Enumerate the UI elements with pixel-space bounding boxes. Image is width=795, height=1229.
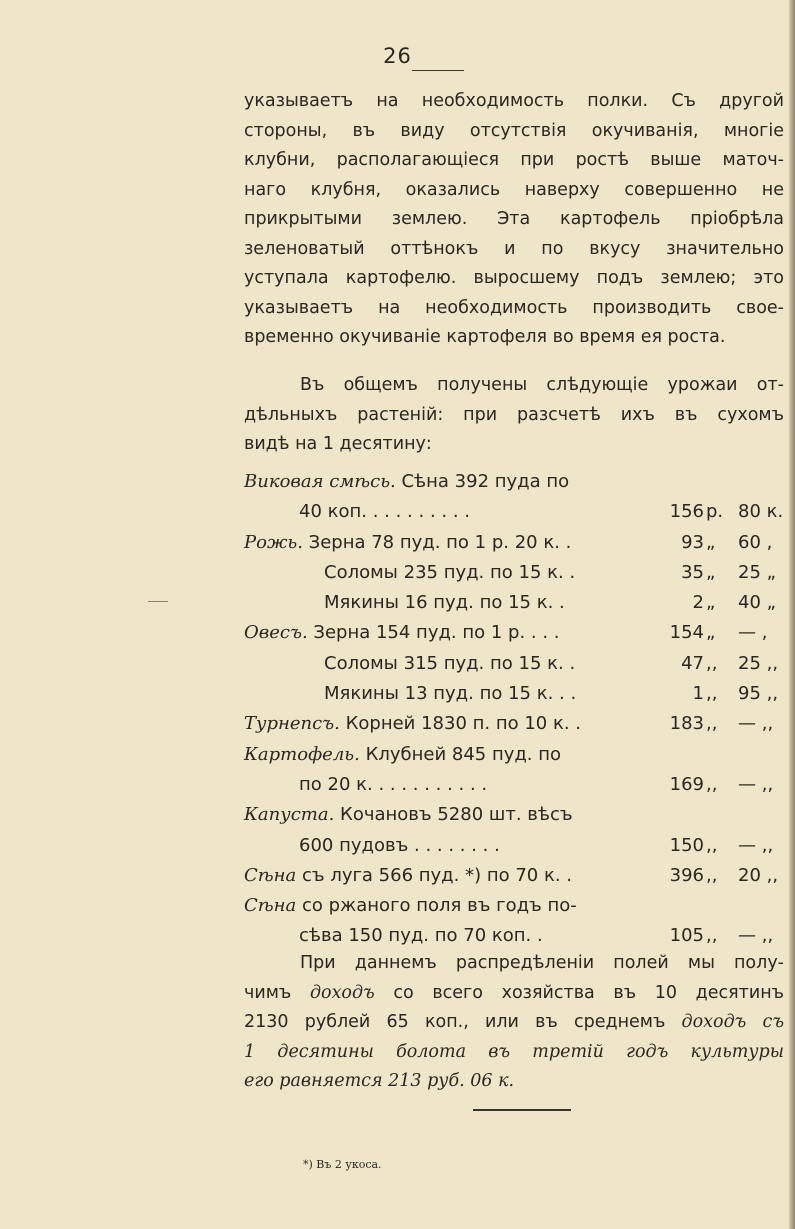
ledger-amount-rub: 47 bbox=[681, 652, 704, 674]
paragraph-1-line: клубни, располагающіеся при ростѣ выше маточ- bbox=[244, 150, 784, 170]
ledger-description bbox=[244, 618, 560, 648]
ledger-crop: Сѣна bbox=[244, 895, 297, 917]
ledger-amount-cur: ,, bbox=[706, 713, 718, 735]
ledger-item-text: Мякины 16 пуд. по 15 к. . bbox=[324, 592, 565, 614]
paragraph-2-line: дѣльныхъ растеній: при разсчетѣ ихъ въ сухомъ bbox=[244, 404, 784, 425]
ledger-amount-kop: — ,, bbox=[738, 925, 774, 947]
paragraph-3-line bbox=[244, 979, 784, 1009]
closing-rule bbox=[473, 1109, 571, 1111]
ledger-row bbox=[244, 891, 789, 921]
paragraph-1 bbox=[244, 87, 784, 353]
ledger-item-text: сѣва 150 пуд. по 70 коп. . bbox=[299, 925, 543, 947]
paragraph-3 bbox=[244, 949, 784, 1097]
paragraph-2-line: Въ общемъ получены слѣдующіе урожаи от- bbox=[300, 375, 784, 395]
ledger-item-text: Соломы 235 пуд. по 15 к. . bbox=[324, 561, 576, 583]
ledger-amount-kop: 40 „ bbox=[738, 592, 776, 614]
ledger-amount-cur: ,, bbox=[706, 864, 718, 886]
ledger-amount-cur: ,, bbox=[706, 652, 718, 674]
ledger-item-text: съ луга 566 пуд. *) по 70 к. . bbox=[301, 864, 572, 886]
ledger-item-text: Мякины 13 пуд. по 15 к. . . bbox=[324, 683, 577, 705]
ledger-crop: Турнепсъ. bbox=[244, 713, 340, 735]
ledger-amount-kop: 25 „ bbox=[738, 561, 776, 583]
ledger-row bbox=[244, 618, 789, 648]
page-edge bbox=[789, 0, 795, 1229]
ledger-item-text: по 20 к. . . . . . . . . . . bbox=[299, 773, 488, 795]
ledger-amount-rub: 154 bbox=[669, 622, 704, 644]
ledger-amount-rub: 1 bbox=[692, 683, 704, 705]
paragraph-1-line: временно окучиваніе картофеля во время ея роста. bbox=[244, 327, 726, 347]
paragraph-3-line bbox=[244, 949, 784, 979]
ledger-crop: Виковая смѣсь. bbox=[244, 471, 396, 492]
ledger-row bbox=[244, 861, 789, 891]
ledger-row bbox=[244, 679, 789, 709]
ledger-description bbox=[244, 740, 561, 770]
ledger-row bbox=[244, 467, 789, 497]
ledger-description bbox=[299, 921, 543, 951]
paragraph-1-line: прикрытыми землею. Эта картофель пріобрѣла bbox=[244, 209, 784, 229]
ledger-amount-cur: ,, bbox=[706, 925, 718, 947]
ledger-row bbox=[244, 528, 789, 558]
paragraph-1-line: зеленоватый оттѣнокъ и по вкусу значительно bbox=[244, 238, 784, 259]
ledger-crop: Капуста. bbox=[244, 804, 335, 826]
ledger-amount-kop: 95 ,, bbox=[738, 683, 779, 705]
ledger-item-text: 40 коп. . . . . . . . . . bbox=[299, 501, 470, 523]
ledger-row bbox=[244, 709, 789, 739]
ledger-description bbox=[324, 679, 576, 709]
ledger-item-text: Клубней 845 пуд. по bbox=[365, 743, 562, 765]
ledger-amount-cur: ,, bbox=[706, 683, 718, 705]
ledger-amount-rub: 93 bbox=[681, 531, 704, 553]
ledger-item-text: Соломы 315 пуд. по 15 к. . bbox=[324, 652, 576, 674]
ledger-amount-rub: 150 bbox=[669, 834, 704, 856]
ledger-description bbox=[324, 649, 575, 679]
ledger-amount-rub: 396 bbox=[669, 864, 704, 886]
body-text: чимъ bbox=[244, 982, 310, 1003]
ledger-row bbox=[244, 740, 789, 770]
ledger-row bbox=[244, 497, 789, 527]
ledger-description bbox=[299, 770, 487, 800]
paragraph-3-line bbox=[244, 1067, 784, 1097]
ledger-row bbox=[244, 588, 789, 618]
ledger-amount-kop: — , bbox=[738, 622, 768, 644]
body-text: со всего хозяйства въ 10 десятинъ bbox=[374, 982, 785, 1003]
body-text: 2130 рублей 65 коп., или въ среднемъ bbox=[244, 1012, 682, 1032]
ledger-amount-rub: 169 bbox=[669, 773, 704, 795]
ledger-amount-cur: ,, bbox=[706, 773, 718, 795]
ledger-amount-cur: „ bbox=[706, 592, 716, 614]
emphasis-text: доходъ bbox=[309, 982, 375, 1003]
ledger-item-text: со ржаного поля въ годъ по- bbox=[301, 895, 577, 917]
ledger-crop: Сѣна bbox=[244, 864, 297, 886]
ledger-amount-kop: — ,, bbox=[738, 773, 774, 795]
ledger-crop: Рожь. bbox=[244, 531, 303, 553]
ledger-amount-kop: 80 к. bbox=[738, 501, 784, 523]
ledger-description bbox=[244, 528, 571, 558]
ledger-description bbox=[324, 558, 575, 588]
margin-mark bbox=[148, 601, 168, 602]
ledger-amount-kop: 60 , bbox=[738, 531, 773, 553]
page-number: 26 bbox=[383, 44, 412, 68]
ledger-amount-kop: — ,, bbox=[738, 834, 774, 856]
ledger-description bbox=[244, 861, 572, 891]
ledger-row bbox=[244, 800, 789, 830]
ledger-row bbox=[244, 649, 789, 679]
ledger-description bbox=[244, 709, 581, 739]
ledger-crop: Овесъ. bbox=[244, 622, 308, 644]
paragraph-1-line: наго клубня, оказались наверху совершенно не bbox=[244, 179, 784, 200]
ledger-description bbox=[244, 800, 573, 830]
ledger-amount-cur: р. bbox=[706, 501, 724, 523]
ledger-amount-kop: — ,, bbox=[738, 713, 774, 735]
ledger-amount-cur: „ bbox=[706, 622, 716, 644]
paragraph-1-line: уступала картофелю. выросшему подъ землею; это bbox=[244, 268, 784, 288]
ledger-description bbox=[299, 831, 500, 861]
ledger-amount-rub: 156 bbox=[669, 501, 704, 523]
paragraph-1-line: стороны, въ виду отсутствія окучиванія, многіе bbox=[244, 120, 784, 141]
ledger-row bbox=[244, 831, 789, 861]
paragraph-1-line: указываетъ на необходимость производить свое- bbox=[244, 297, 784, 318]
ledger-amount-rub: 105 bbox=[669, 925, 704, 947]
ledger-row bbox=[244, 558, 789, 588]
footnote: *) Въ 2 укоса. bbox=[303, 1158, 382, 1171]
ledger-crop: Картофель. bbox=[244, 743, 360, 765]
page-number-rule bbox=[412, 70, 464, 71]
ledger-item-text: Корней 1830 п. по 10 к. . bbox=[345, 713, 581, 735]
ledger-description bbox=[324, 588, 565, 618]
paragraph-2 bbox=[244, 371, 784, 460]
ledger-amount-cur: „ bbox=[706, 561, 716, 583]
ledger-amount-rub: 35 bbox=[681, 561, 704, 583]
ledger-description bbox=[299, 497, 470, 527]
ledger-description bbox=[244, 467, 569, 497]
emphasis-text: доходъ съ bbox=[681, 1012, 784, 1032]
ledger-row bbox=[244, 770, 789, 800]
ledger-amount-rub: 183 bbox=[669, 713, 704, 735]
ledger-amount-cur: „ bbox=[706, 531, 716, 553]
ledger-item-text: Зерна 78 пуд. по 1 р. 20 к. . bbox=[308, 531, 572, 553]
ledger-amount-kop: 25 ,, bbox=[738, 652, 779, 674]
emphasis-text: 1 десятины болота въ третій годъ культуры bbox=[244, 1041, 784, 1062]
yield-ledger bbox=[244, 467, 789, 952]
paragraph-1-line: указываетъ на необходимость полки. Съ другой bbox=[244, 91, 784, 111]
ledger-amount-rub: 2 bbox=[692, 592, 704, 614]
ledger-amount-kop: 20 ,, bbox=[738, 864, 779, 886]
emphasis-text: его равняется 213 руб. 06 к. bbox=[244, 1071, 515, 1091]
ledger-item-text: Сѣна 392 пуда по bbox=[401, 471, 570, 492]
paragraph-2-line: видѣ на 1 десятину: bbox=[244, 434, 432, 454]
ledger-item-text: Зерна 154 пуд. по 1 р. . . . bbox=[313, 622, 560, 644]
ledger-item-text: 600 пудовъ . . . . . . . . bbox=[299, 834, 500, 856]
body-text: При даннемъ распредѣленіи полей мы полу- bbox=[300, 953, 784, 973]
ledger-item-text: Кочановъ 5280 шт. вѣсъ bbox=[340, 804, 573, 826]
paragraph-3-line bbox=[244, 1008, 784, 1038]
ledger-row bbox=[244, 921, 789, 951]
ledger-amount-cur: ,, bbox=[706, 834, 718, 856]
ledger-description bbox=[244, 891, 577, 921]
paragraph-3-line bbox=[244, 1038, 784, 1068]
